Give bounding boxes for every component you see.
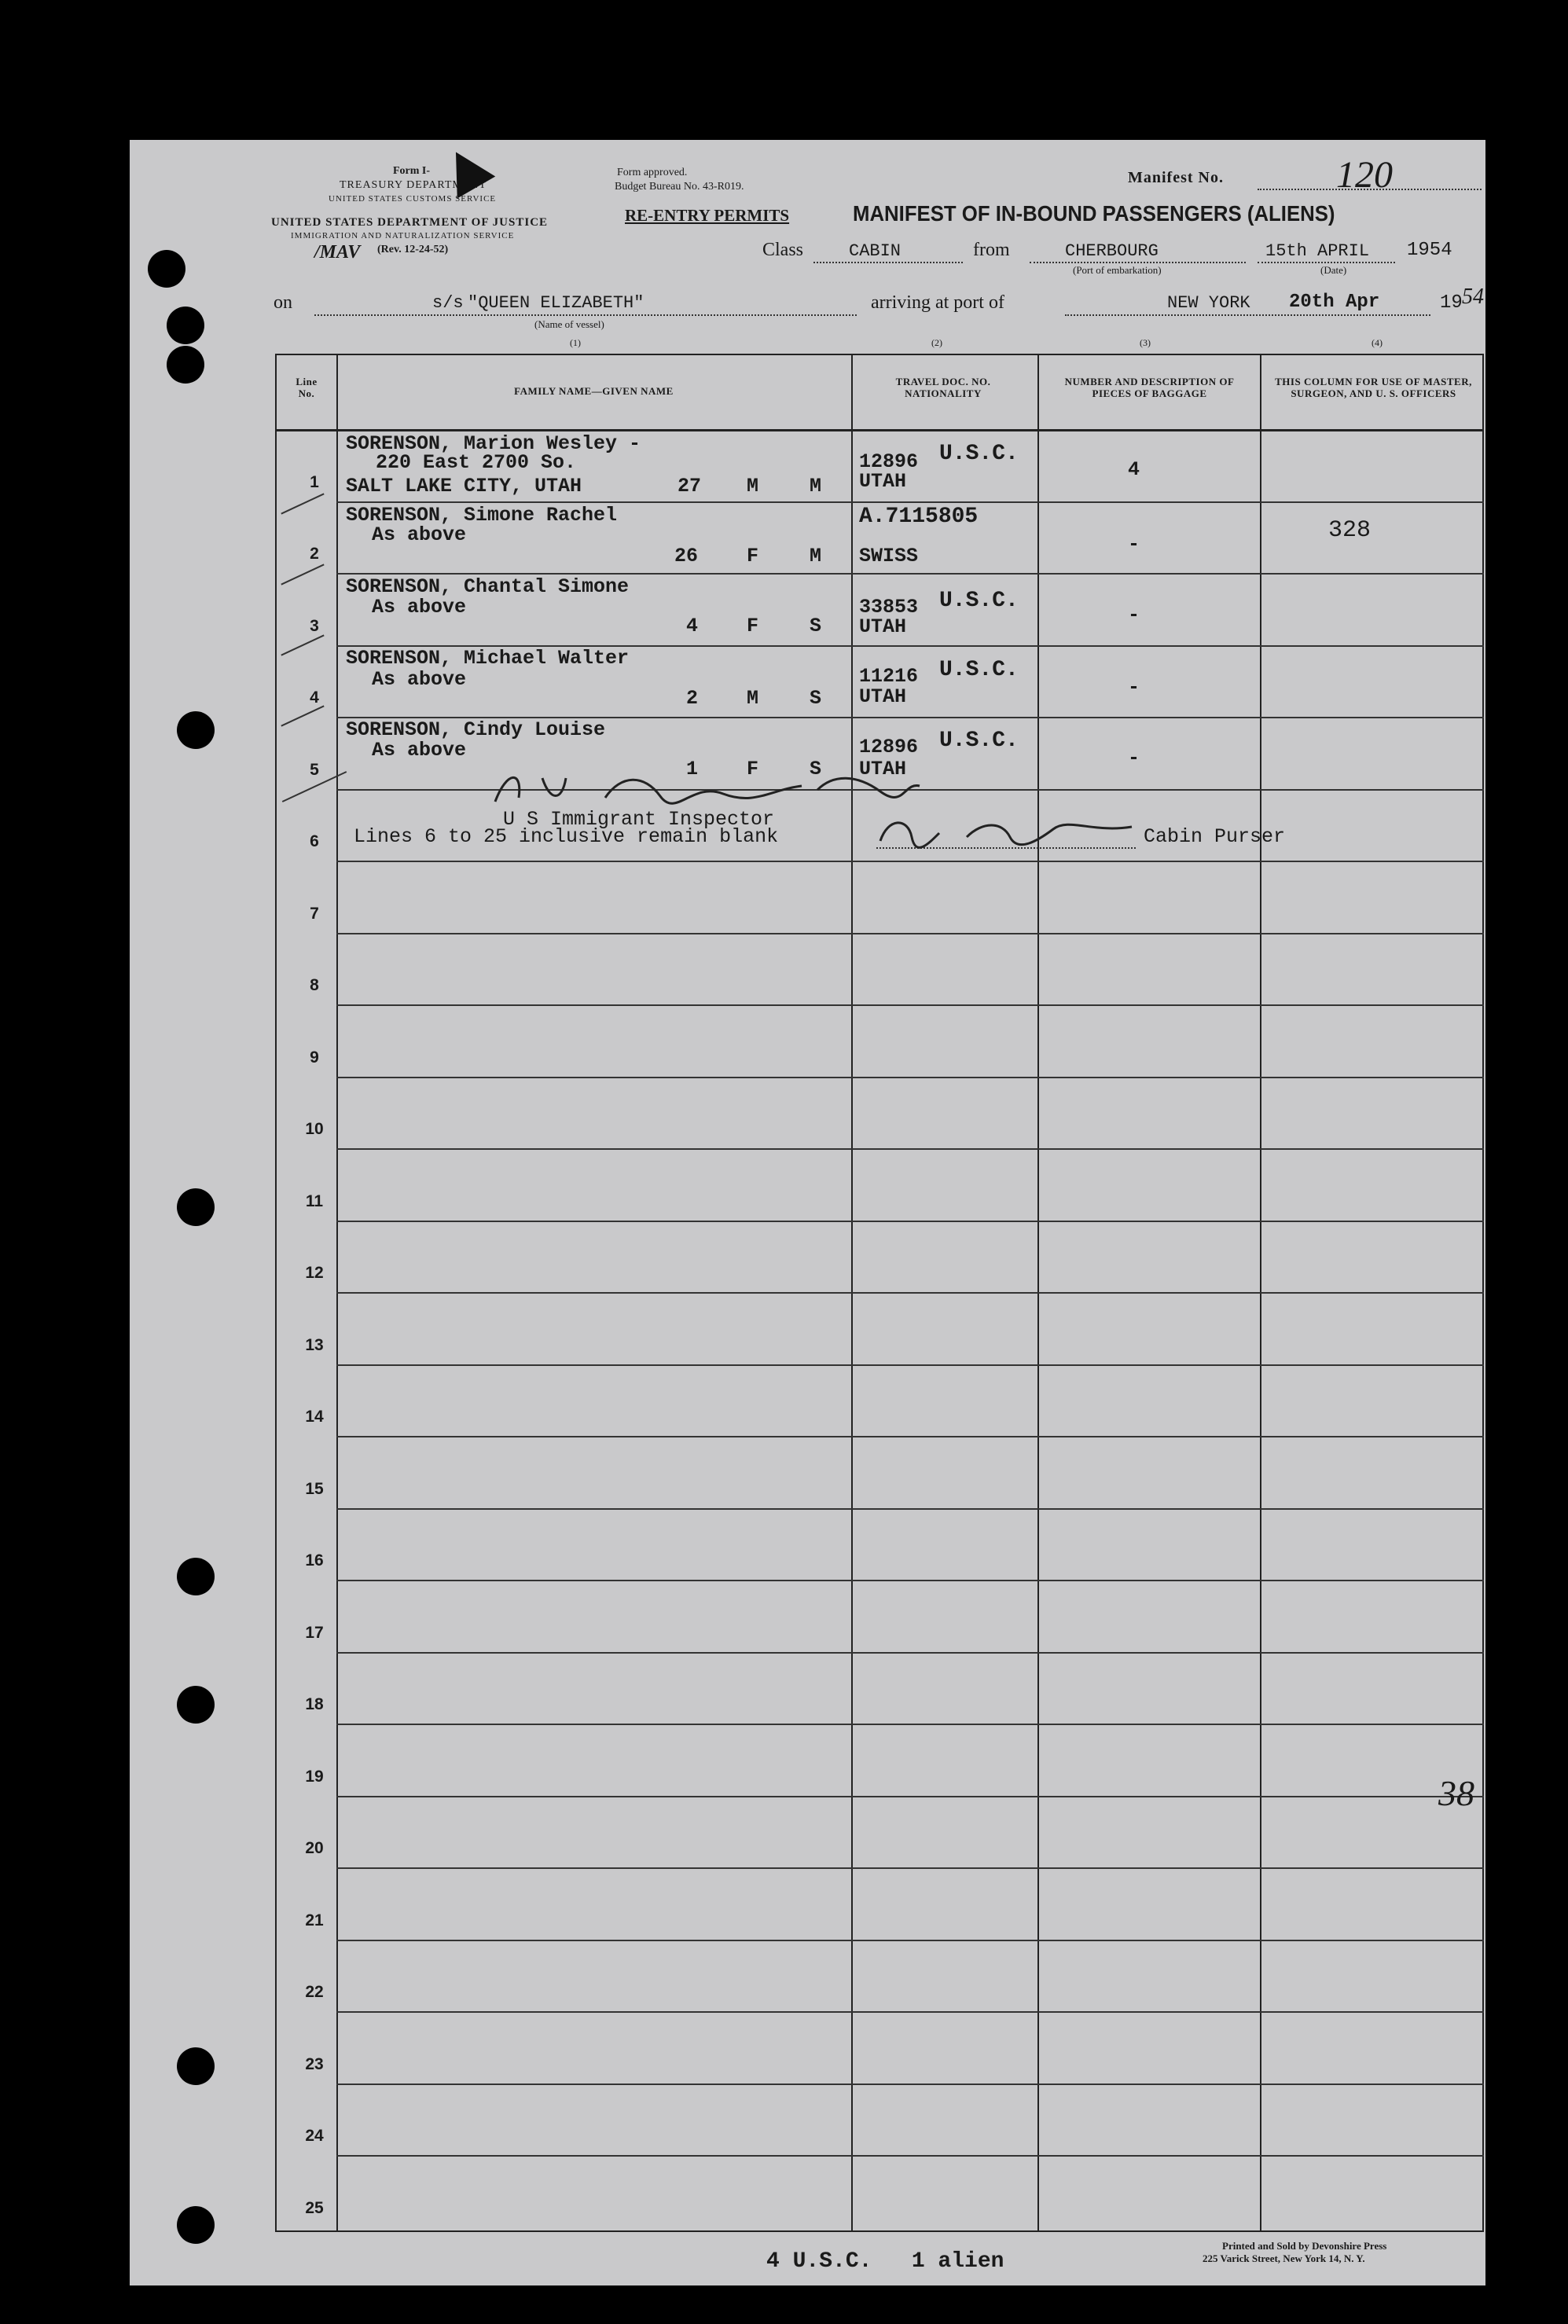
row-divider xyxy=(336,1724,1484,1725)
vessel-name: "QUEEN ELIZABETH" xyxy=(468,293,644,313)
line-number: 11 xyxy=(305,1192,324,1210)
line-number: 13 xyxy=(305,1336,324,1354)
passenger-age: 26 xyxy=(674,545,699,567)
row-divider xyxy=(336,501,1484,503)
lines-blank-note: Lines 6 to 25 inclusive remain blank xyxy=(354,825,779,848)
footer-count: 4 U.S.C. 1 alien xyxy=(766,2249,1004,2274)
passenger-state: UTAH xyxy=(859,758,907,780)
date-caption: (Date) xyxy=(1320,264,1347,276)
row-divider xyxy=(336,1652,1484,1654)
passenger-address: As above xyxy=(372,668,467,691)
row-divider xyxy=(336,2155,1484,2157)
arrival-date: 20th Apr xyxy=(1289,292,1380,313)
inspector-signature xyxy=(487,766,927,813)
row-divider xyxy=(336,1364,1484,1366)
passenger-name: SORENSON, Michael Walter xyxy=(346,647,630,670)
header-name: FAMILY NAME—GIVEN NAME xyxy=(514,385,674,397)
passenger-nationality: SWISS xyxy=(859,545,919,567)
passenger-sex: F xyxy=(747,615,759,637)
row-divider xyxy=(336,2011,1484,2013)
row-divider xyxy=(336,1940,1484,1941)
punch-hole xyxy=(167,307,204,344)
class-label: Class xyxy=(762,240,804,260)
manifest-number: 120 xyxy=(1336,154,1393,196)
passenger-sex: M xyxy=(747,687,759,710)
header-baggage: NUMBER AND DESCRIPTION OF PIECES OF BAGGAGE xyxy=(1064,376,1235,399)
form-approved: Form approved. xyxy=(617,167,688,178)
passenger-doc: 11216 xyxy=(859,665,919,688)
printer-line2: 225 Varick Street, New York 14, N. Y. xyxy=(1203,2252,1365,2264)
arriving-label: arriving at port of xyxy=(871,292,1004,313)
vessel-caption: (Name of vessel) xyxy=(534,318,604,330)
punch-hole xyxy=(148,250,185,288)
row-divider xyxy=(336,1221,1484,1222)
line-number: 12 xyxy=(305,1264,324,1282)
departure-date: 15th APRIL xyxy=(1265,241,1370,261)
passenger-state: UTAH xyxy=(859,685,907,708)
punch-hole xyxy=(177,1686,215,1724)
header-travel-doc: TRAVEL DOC. NO. NATIONALITY xyxy=(895,376,991,399)
manifest-title: MANIFEST OF IN-BOUND PASSENGERS (ALIENS) xyxy=(853,201,1335,226)
row-divider xyxy=(336,1796,1484,1797)
row-divider xyxy=(336,573,1484,575)
line-number: 1 xyxy=(310,473,319,491)
inspector-title: U S Immigrant Inspector xyxy=(503,808,775,831)
line-number: 15 xyxy=(305,1480,324,1498)
line-number: 20 xyxy=(305,1839,324,1857)
office-stamp: /MAV xyxy=(314,242,361,263)
row-divider xyxy=(336,1580,1484,1581)
passenger-state: UTAH xyxy=(859,470,907,493)
passenger-address: As above xyxy=(372,523,467,546)
row-divider xyxy=(336,1436,1484,1437)
embarkation-caption: (Port of embarkation) xyxy=(1073,264,1162,276)
passenger-nationality: U.S.C. xyxy=(939,442,1019,466)
printer-line1: Printed and Sold by Devonshire Press xyxy=(1222,2240,1387,2252)
passenger-name: SORENSON, Cindy Louise xyxy=(346,718,606,741)
justice-dept: UNITED STATES DEPARTMENT OF JUSTICE xyxy=(271,216,549,229)
passenger-sex: M xyxy=(747,475,759,497)
line-number: 21 xyxy=(305,1911,324,1929)
passenger-city: SALT LAKE CITY, UTAH xyxy=(346,475,582,497)
punch-hole xyxy=(177,1188,215,1226)
line-number: 9 xyxy=(310,1048,319,1067)
passenger-marital: S xyxy=(810,687,822,710)
passenger-age: 2 xyxy=(686,687,699,710)
page-number: 38 xyxy=(1438,1773,1474,1813)
vessel-prefix: s/s xyxy=(432,293,464,313)
row-divider xyxy=(336,1148,1484,1150)
line-number: 3 xyxy=(310,617,319,635)
header-line-no: Line No. xyxy=(296,376,318,399)
on-label: on xyxy=(274,292,292,313)
row-divider xyxy=(336,2084,1484,2085)
passenger-doc: 33853 xyxy=(859,596,919,619)
line-number: 22 xyxy=(305,1983,324,2001)
arrival-year-prefix: 19 xyxy=(1440,292,1463,314)
arrival-port: NEW YORK xyxy=(1167,293,1250,313)
passenger-sex: F xyxy=(747,758,759,780)
budget-bureau: Budget Bureau No. 43-R019. xyxy=(615,181,744,193)
reentry-permits: RE-ENTRY PERMITS xyxy=(625,206,790,225)
ins-service: IMMIGRATION AND NATURALIZATION SERVICE xyxy=(291,231,515,240)
row-divider xyxy=(336,1077,1484,1078)
customs-service: UNITED STATES CUSTOMS SERVICE xyxy=(329,194,497,204)
purser-signature xyxy=(872,810,1140,857)
row-divider xyxy=(336,861,1484,862)
passenger-doc: A.7115805 xyxy=(859,505,979,529)
passenger-nationality: U.S.C. xyxy=(939,658,1019,682)
passenger-address: As above xyxy=(372,596,467,619)
form-revision: (Rev. 12-24-52) xyxy=(377,244,449,255)
passenger-marital: S xyxy=(810,758,822,780)
arrival-year-suffix: 54 xyxy=(1462,285,1484,309)
row-divider xyxy=(336,1508,1484,1510)
passenger-age: 27 xyxy=(678,475,702,497)
passenger-marital: S xyxy=(810,615,822,637)
passenger-sex: F xyxy=(747,545,759,567)
punch-hole xyxy=(167,346,204,384)
line-number: 7 xyxy=(310,905,319,923)
passenger-baggage: - xyxy=(1128,747,1140,769)
punch-hole xyxy=(177,2047,215,2085)
punch-hole xyxy=(177,711,215,749)
col-num-4: (4) xyxy=(1372,337,1383,348)
form-label: Form I- xyxy=(393,165,431,177)
passenger-age: 4 xyxy=(686,615,699,637)
passenger-doc: 12896 xyxy=(859,736,919,758)
passenger-name: SORENSON, Simone Rachel xyxy=(346,504,618,527)
line-number: 8 xyxy=(310,976,319,994)
passenger-marital: M xyxy=(810,545,822,567)
embarkation-port: CHERBOURG xyxy=(1065,241,1159,261)
line-number: 5 xyxy=(310,761,319,779)
passenger-address: 220 East 2700 So. xyxy=(376,451,577,474)
line-number: 25 xyxy=(305,2199,324,2217)
col-num-3: (3) xyxy=(1140,337,1151,348)
passenger-marital: M xyxy=(810,475,822,497)
line-number: 23 xyxy=(305,2055,324,2073)
row-divider xyxy=(336,1292,1484,1294)
col-num-2: (2) xyxy=(931,337,942,348)
manifest-no-label: Manifest No. xyxy=(1128,169,1224,186)
row-divider xyxy=(336,933,1484,934)
passenger-baggage: - xyxy=(1128,604,1140,626)
passenger-address: As above xyxy=(372,739,467,762)
line-number: 14 xyxy=(305,1408,324,1426)
passenger-nationality: U.S.C. xyxy=(939,589,1019,613)
passenger-age: 1 xyxy=(686,758,699,780)
line-number: 4 xyxy=(310,688,319,707)
from-label: from xyxy=(973,240,1010,260)
row-divider xyxy=(336,1004,1484,1006)
passenger-nationality: U.S.C. xyxy=(939,729,1019,753)
purser-title: Cabin Purser xyxy=(1144,825,1286,848)
header-officers: THIS COLUMN FOR USE OF MASTER, SURGEON, AND U. S. OFFICERS xyxy=(1275,376,1472,399)
line-number: 24 xyxy=(305,2127,324,2145)
col-num-1: (1) xyxy=(570,337,581,348)
row-divider xyxy=(336,1867,1484,1869)
passenger-baggage: - xyxy=(1128,533,1140,556)
punch-hole xyxy=(177,1558,215,1595)
treasury-dept: TREASURY DEPARTMENT xyxy=(340,179,487,191)
passenger-name: SORENSON, Chantal Simone xyxy=(346,575,630,598)
line-number: 19 xyxy=(305,1768,324,1786)
line-number: 18 xyxy=(305,1695,324,1713)
line-number: 17 xyxy=(305,1624,324,1642)
line-number: 10 xyxy=(305,1120,324,1138)
line-number: 6 xyxy=(310,832,319,850)
punch-hole xyxy=(177,2206,215,2244)
line-number: 16 xyxy=(305,1551,324,1570)
passenger-state: UTAH xyxy=(859,615,907,638)
passenger-doc: 12896 xyxy=(859,450,919,473)
departure-year: 1954 xyxy=(1407,240,1452,261)
class-value: CABIN xyxy=(849,241,902,261)
passenger-name: SORENSON, Marion Wesley - xyxy=(346,432,641,455)
passenger-baggage: 4 xyxy=(1128,458,1140,481)
officer-note: 328 xyxy=(1328,517,1372,544)
line-number: 2 xyxy=(310,545,319,563)
passenger-baggage: - xyxy=(1128,676,1140,699)
